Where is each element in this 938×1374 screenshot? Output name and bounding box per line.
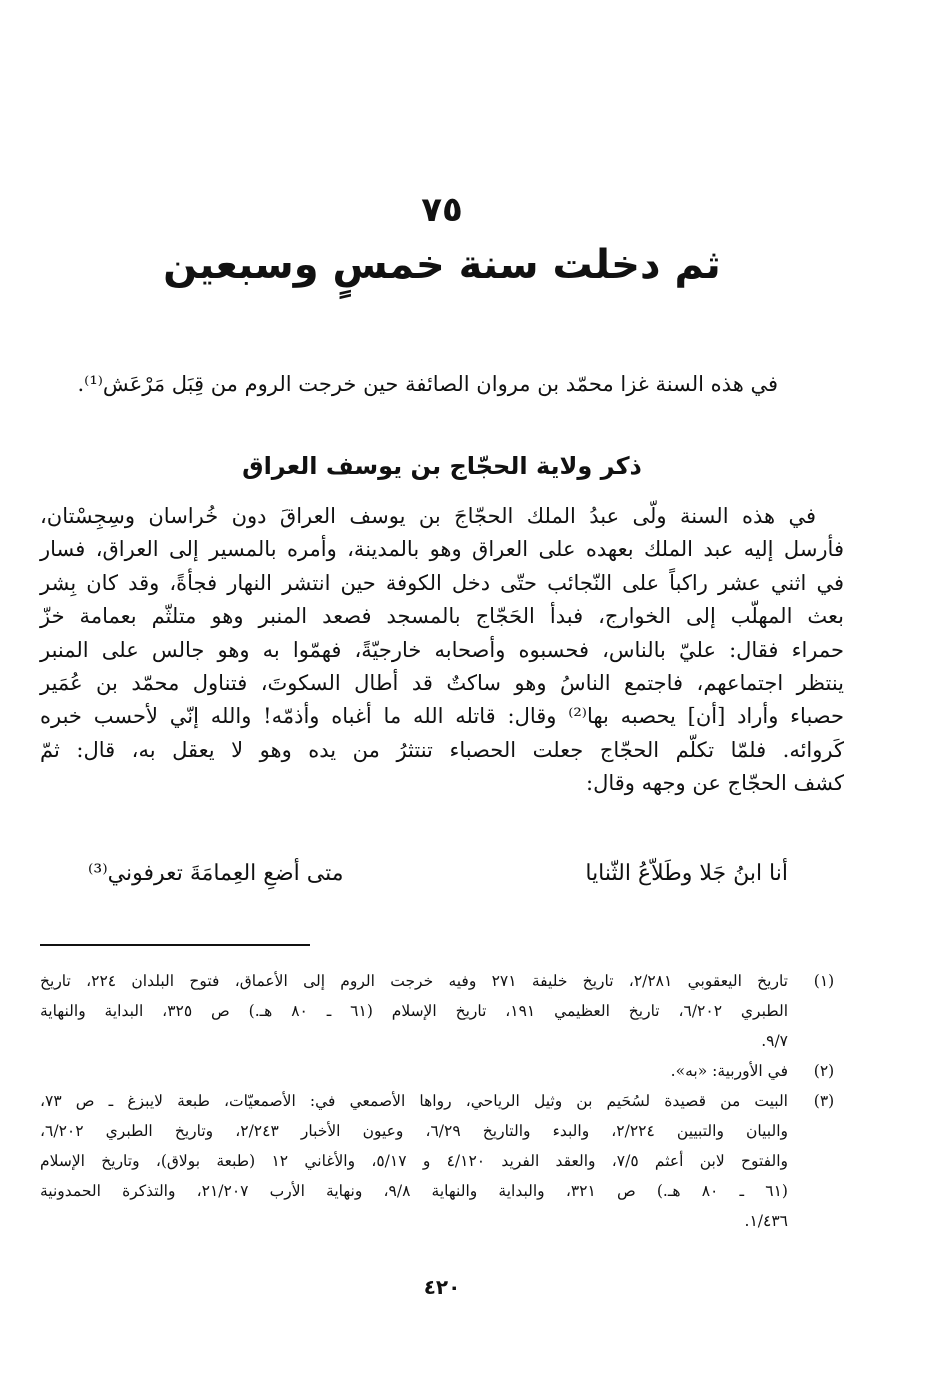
footnotes — [40, 966, 844, 1236]
section-heading: ذكر ولاية الحجّاج بن يوسف العراق — [242, 452, 642, 480]
body-line: فأرسل إليه عبد الملك بعهده على العراق وهو بالمدينة، وأمره بالمسير إلى العراق، فسار — [40, 537, 844, 562]
footnote-number: (١) — [813, 972, 835, 990]
footnote — [40, 966, 844, 1056]
footnote-line: ٩/٧. — [761, 1032, 788, 1050]
footnote-number: (٣) — [813, 1092, 835, 1110]
intro-paragraph: في هذه السنة غزا محمّد بن مروان الصائفة حين خرجت الروم من قِبَل مَرْعَش⁽¹⁾. — [77, 372, 778, 396]
body-line: كشف الحجّاج عن وجهه وقال: — [586, 771, 844, 796]
footnote-line: الطبري ٦/٢٠٢، تاريخ العظيمي ١٩١، تاريخ الإسلام (٦١ ـ ٨٠ هـ.) ص ٣٢٥، البداية والنهاية — [40, 1002, 789, 1020]
body-line: كَروائه. فلمّا تكلّم الحجّاج جعلت الحصباء تنتثرُ من يده وهو لا يعقل به، قال: ثمّ — [40, 737, 844, 762]
body-line: حصباء وأراد [أن] يحصبه بها⁽²⁾ وقال: قاتله الله ما أغباه وأذمّه! والله إنّي لأحسب خبره — [40, 704, 844, 729]
poetry-verse — [88, 852, 788, 896]
verse-first-hemistich: أنا ابنُ جَلا وطَلاّعُ الثّنايا — [585, 861, 788, 886]
footnote-number: (٢) — [813, 1062, 835, 1080]
footnote — [40, 1086, 844, 1236]
page-number: ٤٢٠ — [423, 1275, 461, 1299]
body-line: ينتظر اجتماعهم، فاجتمع الناسُ وهو ساكتٌ قد أطال السكوتَ، فتناول محمّد بن عُمَير — [40, 670, 844, 695]
verse-second-hemistich: متى أضعِ العِمامَةَ تعرفوني⁽³⁾ — [88, 861, 344, 886]
book-page — [40, 0, 844, 1374]
footnote-line: ١/٤٣٦. — [744, 1212, 788, 1230]
chapter-number: ٧٥ — [421, 190, 463, 230]
footnote-line: البيت من قصيدة لسُحَيم بن وثيل الرياحي، رواها الأصمعي في: الأصمعيّات، طبعة لايبزغ ـ ص ٧٣، — [40, 1092, 788, 1110]
footnote-line: (٦١ ـ ٨٠ هـ.) ص ٣٢١، والبداية والنهاية ٩/٨، ونهاية الأرب ٢١/٢٠٧، والتذكرة الحمدونية — [40, 1182, 788, 1200]
body-paragraph — [40, 500, 844, 801]
body-line: في هذه السنة ولّى عبدُ الملك الحجّاجَ بن يوسف العراقَ دون خُراسان وسِجِسْتان، — [40, 504, 816, 528]
body-line: في اثني عشر راكباً على النّجائب حتّى دخل الكوفة حين انتشر النهار فجأةً، وقد كان بِشر — [40, 570, 844, 595]
footnote-separator — [40, 944, 310, 946]
chapter-title: ثم دخلت سنة خمسٍ وسبعين — [163, 242, 721, 288]
footnote-line: والبيان والتبيين ٢/٢٢٤، والبدء والتاريخ ٦/٢٩، وعيون الأخبار ٢/٢٤٣، وتاريخ الطبري ٦/٢٠٢، — [40, 1122, 788, 1140]
footnote-line: تاريخ اليعقوبي ٢/٢٨١، تاريخ خليفة ٢٧١ وفيه خرجت الروم إلى الأعماق، فتوح البلدان ٢٢٤، تاريخ — [40, 972, 788, 990]
footnote-line: والفتوح لابن أعثم ٧/٥، والعقد الفريد ٤/١٢٠ و ٥/١٧، والأغاني ١٢ (طبعة بولاق)، وتاريخ الإسلام — [40, 1152, 789, 1170]
footnote-line: في الأوربية: «به». — [670, 1062, 788, 1080]
footnote — [40, 1056, 844, 1086]
body-line: بعث المهلّب إلى الخوارج، فبدأ الحَجّاج بالمسجد فصعد المنبر وهو متلثّم بعمامة خزّ — [40, 604, 844, 629]
body-line: حمراء فقال: عليّ بالناس، فحسبوه وأصحابه خارجيّةً، فهمّوا به وهو جالس على المنبر — [40, 637, 844, 662]
